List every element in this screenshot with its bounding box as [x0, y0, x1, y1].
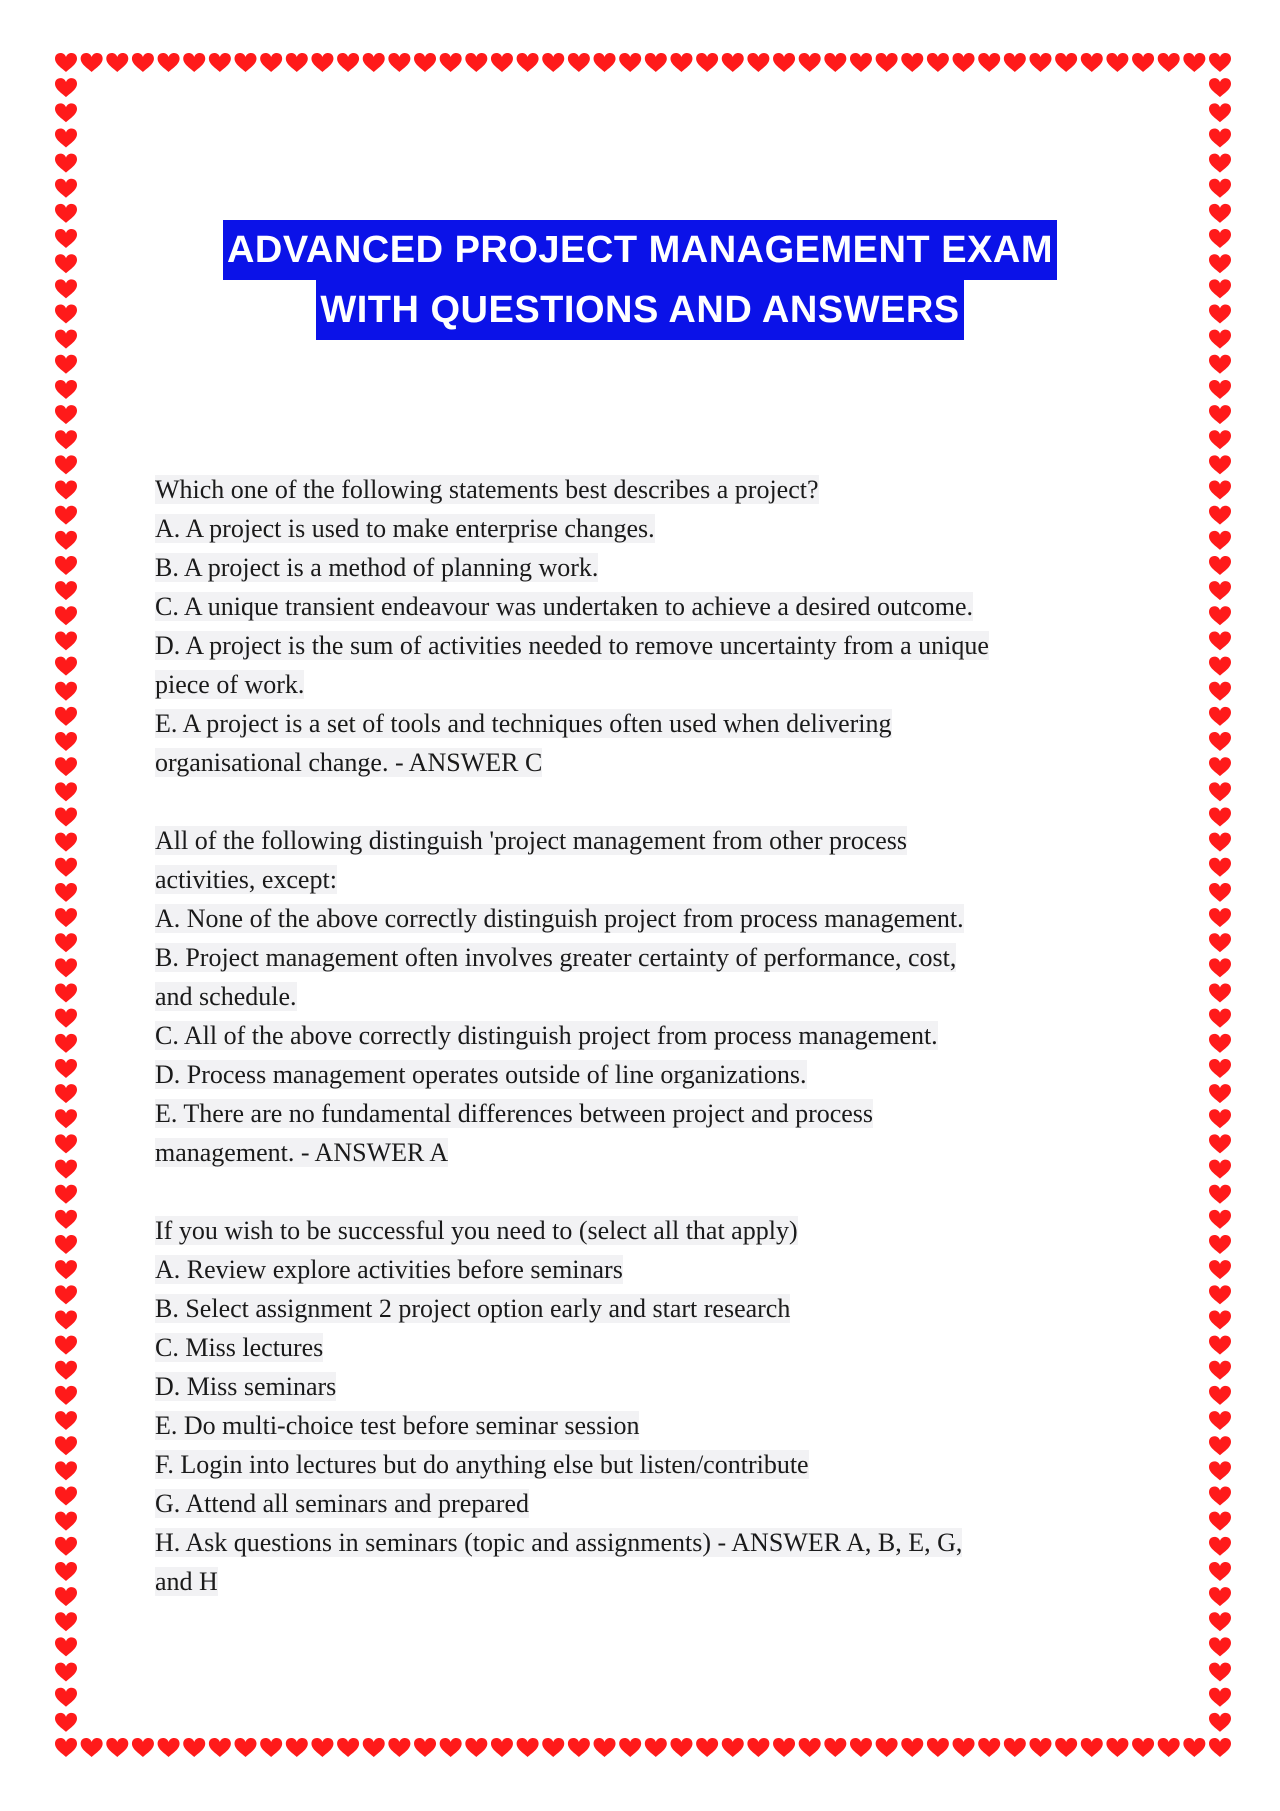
heart-icon: [55, 757, 77, 776]
heart-icon: [158, 53, 180, 72]
heart-icon: [286, 53, 308, 72]
heart-icon: [953, 1738, 975, 1757]
heart-icon: [55, 1562, 77, 1581]
heart-icon: [1209, 1210, 1231, 1229]
heart-icon: [55, 1009, 77, 1028]
heart-icon: [55, 506, 77, 525]
heart-icon: [388, 1738, 410, 1757]
heart-icon: [311, 53, 333, 72]
answer-key: organisational change. - ANSWER C: [155, 748, 543, 777]
heart-icon: [1183, 1738, 1205, 1757]
heart-icon: [1209, 883, 1231, 902]
heart-icon: [337, 1738, 359, 1757]
heart-icon: [106, 1738, 128, 1757]
heart-icon: [1209, 606, 1231, 625]
heart-icon: [747, 1738, 769, 1757]
heart-icon: [1209, 1637, 1231, 1656]
heart-icon: [1209, 506, 1231, 525]
heart-icon: [55, 1612, 77, 1631]
heart-icon: [1081, 53, 1103, 72]
heart-icon: [1209, 1310, 1231, 1329]
heart-icon: [568, 1738, 590, 1757]
heart-icon: [55, 1134, 77, 1153]
heart-icon: [55, 430, 77, 449]
heart-icon: [55, 1587, 77, 1606]
heart-icon: [1158, 53, 1180, 72]
heart-icon: [1209, 757, 1231, 776]
heart-icon: [850, 1738, 872, 1757]
answer-option: D. Miss seminars: [155, 1372, 337, 1401]
heart-icon: [978, 53, 1000, 72]
heart-icon: [594, 1738, 616, 1757]
heart-icon: [55, 858, 77, 877]
answer-option: D. Process management operates outside of line organizations.: [155, 1060, 807, 1089]
heart-icon: [1209, 1059, 1231, 1078]
heart-icon: [55, 154, 77, 173]
heart-icon: [1209, 430, 1231, 449]
heart-icon: [55, 1688, 77, 1707]
heart-icon: [1209, 682, 1231, 701]
heart-icon: [1209, 657, 1231, 676]
heart-icon: [876, 53, 898, 72]
answer-option: and schedule.: [155, 982, 297, 1011]
heart-icon: [1209, 1537, 1231, 1556]
heart-icon: [1209, 1562, 1231, 1581]
heart-icon: [1209, 933, 1231, 952]
heart-icon: [55, 1436, 77, 1455]
heart-icon: [1209, 1109, 1231, 1128]
heart-icon: [978, 1738, 1000, 1757]
heart-icon: [1209, 455, 1231, 474]
heart-icon: [55, 179, 77, 198]
heart-icon: [1209, 1713, 1231, 1732]
answer-option: piece of work.: [155, 670, 305, 699]
heart-icon: [1209, 556, 1231, 575]
heart-icon: [55, 1713, 77, 1732]
heart-icon: [542, 1738, 564, 1757]
heart-icon: [799, 53, 821, 72]
heart-icon: [619, 1738, 641, 1757]
heart-icon: [824, 53, 846, 72]
heart-icon: [1029, 1738, 1051, 1757]
heart-icon: [55, 631, 77, 650]
heart-icon: [1106, 53, 1128, 72]
heart-icon: [747, 53, 769, 72]
heart-icon: [1209, 355, 1231, 374]
heart-icon: [55, 405, 77, 424]
heart-icon: [55, 1361, 77, 1380]
heart-icon: [876, 1738, 898, 1757]
heart-icon: [55, 1285, 77, 1304]
heart-icon: [55, 1310, 77, 1329]
heart-icon: [517, 1738, 539, 1757]
heart-icon: [645, 1738, 667, 1757]
heart-icon: [55, 984, 77, 1003]
heart-icon: [670, 1738, 692, 1757]
heart-icon: [1209, 581, 1231, 600]
heart-icon: [55, 1185, 77, 1204]
heart-icon: [491, 53, 513, 72]
heart-icon: [55, 908, 77, 927]
heart-icon: [1209, 1134, 1231, 1153]
answer-option: E. There are no fundamental differences between project and process: [155, 1099, 874, 1128]
heart-icon: [542, 53, 564, 72]
heart-icon: [1209, 1411, 1231, 1430]
heart-icon: [1209, 1336, 1231, 1355]
heart-icon: [55, 556, 77, 575]
heart-icon: [55, 1336, 77, 1355]
heart-icon: [1209, 908, 1231, 927]
heart-icon: [55, 657, 77, 676]
heart-icon: [1209, 1034, 1231, 1053]
heart-icon: [55, 1260, 77, 1279]
heart-icon: [1081, 1738, 1103, 1757]
heart-icon: [1209, 1160, 1231, 1179]
answer-option: C. All of the above correctly distinguish project from process management.: [155, 1021, 938, 1050]
question-2: [155, 821, 1145, 1172]
heart-icon: [1209, 1612, 1231, 1631]
title-line-2: WITH QUESTIONS AND ANSWERS: [316, 280, 963, 340]
heart-icon: [55, 1512, 77, 1531]
heart-icon: [132, 53, 154, 72]
heart-icon: [235, 53, 257, 72]
heart-icon: [209, 53, 231, 72]
heart-icon: [440, 53, 462, 72]
heart-icon: [773, 53, 795, 72]
heart-icon: [55, 1537, 77, 1556]
heart-icon: [850, 53, 872, 72]
heart-icon: [55, 833, 77, 852]
heart-icon: [363, 1738, 385, 1757]
heart-icon: [55, 1059, 77, 1078]
questions-content: [155, 470, 1145, 1640]
heart-icon: [1055, 1738, 1077, 1757]
question-line: Which one of the following statements best describes a project?: [155, 475, 819, 504]
heart-icon: [1209, 53, 1231, 72]
heart-icon: [1106, 1738, 1128, 1757]
heart-icon: [55, 1084, 77, 1103]
heart-icon: [55, 1160, 77, 1179]
heart-icon: [517, 53, 539, 72]
answer-option: B. Select assignment 2 project option early and start research: [155, 1294, 791, 1323]
heart-icon: [311, 1738, 333, 1757]
heart-icon: [465, 53, 487, 72]
heart-icon: [1209, 631, 1231, 650]
heart-icon: [465, 1738, 487, 1757]
heart-icon: [55, 933, 77, 952]
heart-icon: [55, 807, 77, 826]
heart-icon: [388, 53, 410, 72]
heart-icon: [55, 1411, 77, 1430]
heart-icon: [55, 1109, 77, 1128]
heart-icon: [1209, 78, 1231, 97]
heart-icon: [55, 128, 77, 147]
heart-icon: [1209, 1663, 1231, 1682]
heart-icon: [1004, 1738, 1026, 1757]
heart-icon: [55, 1637, 77, 1656]
heart-icon: [927, 1738, 949, 1757]
heart-icon: [1209, 782, 1231, 801]
heart-icon: [1209, 1185, 1231, 1204]
heart-icon: [286, 1738, 308, 1757]
title-line-1: ADVANCED PROJECT MANAGEMENT EXAM: [223, 220, 1057, 280]
heart-icon: [1183, 53, 1205, 72]
heart-icon: [568, 53, 590, 72]
heart-icon: [824, 1738, 846, 1757]
heart-icon: [1158, 1738, 1180, 1757]
heart-icon: [1209, 732, 1231, 751]
heart-icon: [1209, 1260, 1231, 1279]
heart-icon: [55, 732, 77, 751]
heart-icon: [55, 782, 77, 801]
heart-icon: [55, 355, 77, 374]
heart-icon: [696, 1738, 718, 1757]
heart-icon: [1209, 179, 1231, 198]
heart-icon: [55, 1461, 77, 1480]
heart-icon: [670, 53, 692, 72]
answer-option: G. Attend all seminars and prepared: [155, 1489, 529, 1518]
heart-icon: [1209, 707, 1231, 726]
heart-icon: [1209, 1361, 1231, 1380]
answer-option: A. A project is used to make enterprise changes.: [155, 514, 655, 543]
heart-icon: [773, 1738, 795, 1757]
heart-icon: [619, 53, 641, 72]
heart-icon: [1209, 1487, 1231, 1506]
heart-icon: [1209, 103, 1231, 122]
heart-icon: [1209, 958, 1231, 977]
answer-key: and H: [155, 1567, 218, 1596]
heart-icon: [901, 53, 923, 72]
heart-icon: [260, 1738, 282, 1757]
question-line: activities, except:: [155, 865, 337, 894]
heart-icon: [1209, 858, 1231, 877]
answer-option: H. Ask questions in seminars (topic and assignments) - ANSWER A, B, E, G,: [155, 1528, 963, 1557]
heart-icon: [414, 1738, 436, 1757]
heart-icon: [1209, 380, 1231, 399]
heart-icon: [1209, 1512, 1231, 1531]
heart-icon: [55, 481, 77, 500]
question-line: If you wish to be successful you need to (select all that apply): [155, 1216, 798, 1245]
answer-option: F. Login into lectures but do anything else but listen/contribute: [155, 1450, 809, 1479]
heart-icon: [1132, 1738, 1154, 1757]
heart-icon: [55, 682, 77, 701]
heart-icon: [953, 53, 975, 72]
heart-icon: [1209, 807, 1231, 826]
heart-icon: [55, 455, 77, 474]
answer-option: D. A project is the sum of activities needed to remove uncertainty from a unique: [155, 631, 989, 660]
answer-option: C. Miss lectures: [155, 1333, 324, 1362]
heart-icon: [901, 1738, 923, 1757]
answer-key: management. - ANSWER A: [155, 1138, 449, 1167]
heart-icon: [1209, 128, 1231, 147]
heart-icon: [1209, 1084, 1231, 1103]
heart-icon: [722, 1738, 744, 1757]
heart-icon: [106, 53, 128, 72]
question-line: All of the following distinguish 'project management from other process: [155, 826, 908, 855]
heart-icon: [1132, 53, 1154, 72]
heart-icon: [55, 103, 77, 122]
heart-icon: [235, 1738, 257, 1757]
heart-icon: [55, 1738, 77, 1757]
answer-option: B. A project is a method of planning work.: [155, 553, 599, 582]
heart-icon: [81, 1738, 103, 1757]
heart-icon: [55, 1487, 77, 1506]
heart-icon: [1055, 53, 1077, 72]
heart-icon: [440, 1738, 462, 1757]
answer-option: E. Do multi-choice test before seminar session: [155, 1411, 640, 1440]
question-1: [155, 470, 1145, 782]
heart-icon: [927, 53, 949, 72]
heart-icon: [55, 53, 77, 72]
heart-icon: [491, 1738, 513, 1757]
heart-icon: [1004, 53, 1026, 72]
question-3: [155, 1211, 1145, 1601]
heart-icon: [55, 581, 77, 600]
heart-icon: [81, 53, 103, 72]
heart-icon: [55, 606, 77, 625]
heart-icon: [799, 1738, 821, 1757]
answer-option: B. Project management often involves greater certainty of performance, cost,: [155, 943, 957, 972]
heart-icon: [183, 53, 205, 72]
heart-icon: [1209, 1009, 1231, 1028]
heart-icon: [1209, 1688, 1231, 1707]
heart-icon: [1209, 481, 1231, 500]
answer-option: E. A project is a set of tools and techniques often used when delivering: [155, 709, 892, 738]
heart-icon: [55, 707, 77, 726]
heart-icon: [209, 1738, 231, 1757]
heart-icon: [55, 531, 77, 550]
heart-icon: [55, 1210, 77, 1229]
heart-icon: [1209, 1738, 1231, 1757]
heart-icon: [55, 1034, 77, 1053]
heart-icon: [696, 53, 718, 72]
heart-icon: [594, 53, 616, 72]
heart-icon: [1209, 1285, 1231, 1304]
heart-icon: [1209, 1461, 1231, 1480]
heart-icon: [1209, 833, 1231, 852]
answer-option: A. None of the above correctly distinguish project from process management.: [155, 904, 964, 933]
heart-icon: [55, 1235, 77, 1254]
answer-option: C. A unique transient endeavour was undertaken to achieve a desired outcome.: [155, 592, 974, 621]
heart-icon: [183, 1738, 205, 1757]
heart-icon: [55, 1386, 77, 1405]
heart-icon: [55, 883, 77, 902]
heart-icon: [1209, 984, 1231, 1003]
heart-icon: [645, 53, 667, 72]
heart-icon: [55, 380, 77, 399]
heart-icon: [337, 53, 359, 72]
heart-icon: [55, 958, 77, 977]
heart-icon: [55, 78, 77, 97]
heart-icon: [55, 1663, 77, 1682]
heart-icon: [722, 53, 744, 72]
heart-icon: [1209, 531, 1231, 550]
heart-icon: [1029, 53, 1051, 72]
answer-option: A. Review explore activities before seminars: [155, 1255, 623, 1284]
heart-icon: [1209, 154, 1231, 173]
heart-icon: [1209, 405, 1231, 424]
heart-icon: [158, 1738, 180, 1757]
heart-icon: [414, 53, 436, 72]
heart-icon: [260, 53, 282, 72]
heart-icon: [363, 53, 385, 72]
heart-icon: [1209, 1386, 1231, 1405]
heart-icon: [132, 1738, 154, 1757]
document-title: [0, 220, 1280, 340]
heart-icon: [1209, 1436, 1231, 1455]
heart-icon: [1209, 1235, 1231, 1254]
heart-icon: [1209, 1587, 1231, 1606]
